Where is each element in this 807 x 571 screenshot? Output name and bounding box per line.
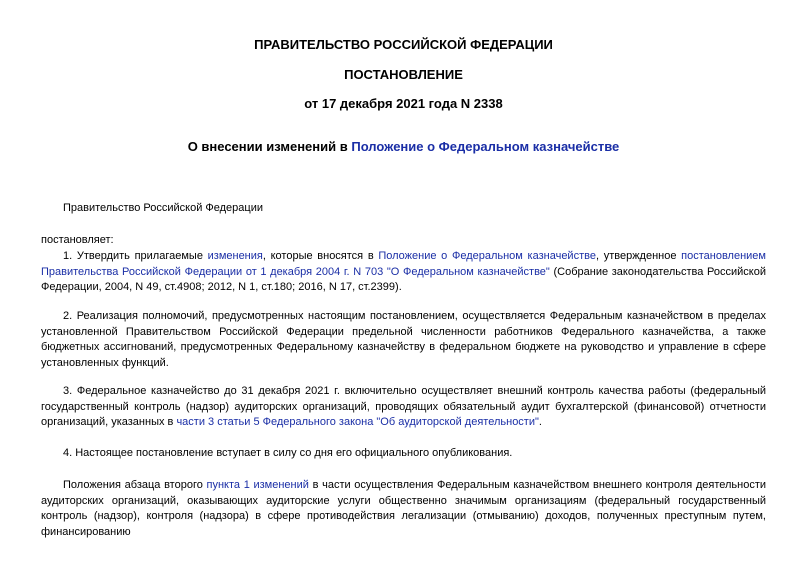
p3-text-1: 3. Федеральное казначейство до 31 декабря 2021 г. включительно осуществляет внешний контроль качества работы (федеральный государственный контроль (надзор) аудиторских организаций, проводящих обязательный аудит бухгалтерской (финансовой) отчетности организаций, указанных в (41, 385, 766, 428)
p5-text-2: в части осуществления Федеральным казначейством внешнего контроля деятельности аудиторских организаций, оказывающих аудиторские услуги общественно значимым организациям (федеральный государственный контроль (надзор), контроля (надзора) в сфере противодействия легализации (отмыванию) доходов, полученных преступным путем, финансированию (41, 479, 767, 538)
p1-link-regulation[interactable]: Положение о Федеральном казначействе (378, 250, 596, 262)
doc-type-heading: ПОСТАНОВЛЕНИЕ (344, 67, 463, 82)
paragraph-1 (41, 249, 766, 296)
p1-text-1: 1. Утвердить прилагаемые (63, 250, 208, 262)
paragraph-2: 2. Реализация полномочий, предусмотренных настоящим постановлением, осуществляется Федеральным казначейством в пределах установленной Правительством Российской Федерации предельной численности работников Федерального казначейства, а также бюджетных ассигнований, предусмотренных Федеральному казначейству в федеральном бюджете на руководство и управление в сфере установленных функций. (41, 310, 766, 369)
title-link[interactable]: Положение о Федеральном казначействе (351, 139, 620, 154)
p5-text-1: Положения абзаца второго (63, 479, 207, 491)
p3-link-law[interactable]: части 3 статьи 5 Федерального закона "Об аудиторской деятельности" (176, 416, 539, 428)
p1-link-resolution[interactable]: постановлением Правительства Российской Федерации от 1 декабря 2004 г. N 703 "О Федеральном казначействе" (41, 250, 766, 278)
p5-link-item[interactable]: пункта 1 изменений (206, 479, 309, 491)
decree-line: постановляет: (41, 234, 114, 246)
paragraph-4: 4. Настоящее постановление вступает в силу со дня его официального опубликования. (63, 447, 513, 459)
issuer-line: Правительство Российской Федерации (63, 202, 263, 214)
title-prefix: О внесении изменений в (187, 139, 352, 154)
p3-text-2: . (538, 416, 542, 428)
p1-text-2: , которые вносятся в (262, 250, 379, 262)
authority-heading: ПРАВИТЕЛЬСТВО РОССИЙСКОЙ ФЕДЕРАЦИИ (254, 37, 553, 52)
paragraph-3 (41, 384, 766, 431)
paragraph-5 (41, 478, 766, 540)
p1-link-changes[interactable]: изменения (207, 250, 263, 262)
p1-text-3: , утвержденное (595, 250, 682, 262)
p1-text-4: (Собрание законодательства Российской Федерации, 2004, N 49, ст.4908; 2012, N 1, ст.180; 2016, N 17, ст.2399). (41, 265, 766, 293)
document-title (41, 139, 766, 154)
date-number-heading: от 17 декабря 2021 года N 2338 (304, 96, 503, 111)
